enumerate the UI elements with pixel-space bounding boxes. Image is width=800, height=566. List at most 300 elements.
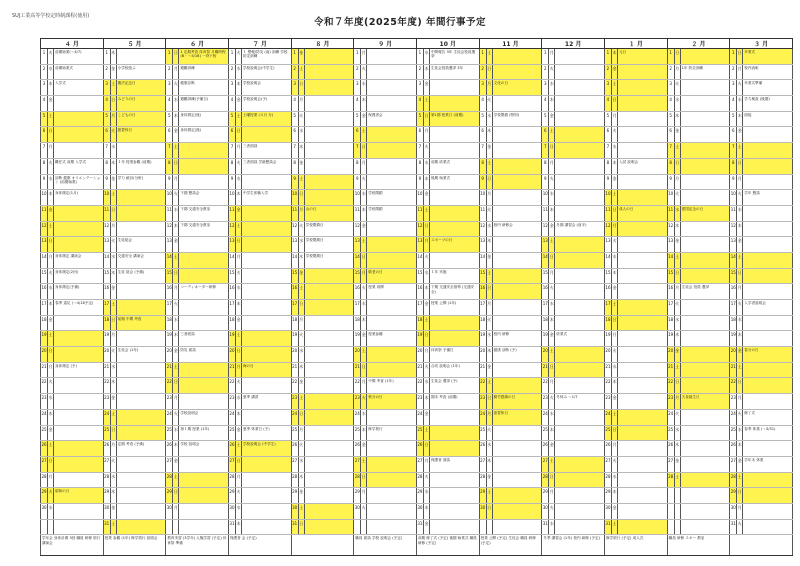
day-number: 15 bbox=[103, 268, 110, 284]
weekday: 月 bbox=[298, 315, 304, 331]
event-cell bbox=[54, 143, 104, 159]
weekday: 木 bbox=[110, 378, 116, 394]
day-number: 15 bbox=[542, 268, 549, 284]
event-cell bbox=[241, 456, 291, 472]
event-cell bbox=[179, 252, 229, 268]
weekday: 月 bbox=[549, 49, 555, 65]
day-number: 17 bbox=[354, 300, 361, 316]
weekday: 水 bbox=[674, 315, 680, 331]
weekday: 火 bbox=[737, 519, 743, 535]
event-cell bbox=[241, 221, 291, 237]
event-cell bbox=[492, 300, 542, 316]
weekday: 木 bbox=[361, 205, 367, 221]
event-cell bbox=[492, 315, 542, 331]
day-number: 25 bbox=[228, 425, 235, 441]
weekday: 木 bbox=[486, 127, 492, 143]
event-cell bbox=[617, 425, 667, 441]
day-number bbox=[667, 519, 674, 535]
event-cell: 生徒会役員選挙 3年 bbox=[429, 64, 479, 80]
day-number: 21 bbox=[667, 362, 674, 378]
event-cell bbox=[241, 268, 291, 284]
event-cell bbox=[680, 425, 730, 441]
day-row bbox=[41, 284, 793, 300]
event-cell bbox=[304, 362, 354, 378]
day-number: 20 bbox=[667, 347, 674, 363]
event-cell: 入試 説明会 bbox=[617, 158, 667, 174]
weekday: 土 bbox=[737, 143, 743, 159]
weekday: 火 bbox=[486, 96, 492, 112]
weekday: 月 bbox=[173, 174, 179, 190]
weekday: 火 bbox=[737, 80, 743, 96]
day-number: 5 bbox=[730, 111, 737, 127]
weekday: 水 bbox=[173, 205, 179, 221]
weekday: 木 bbox=[423, 394, 429, 410]
day-number: 11 bbox=[479, 205, 486, 221]
day-number: 26 bbox=[291, 441, 298, 457]
weekday: 土 bbox=[235, 111, 241, 127]
event-cell bbox=[304, 488, 354, 504]
event-cell bbox=[617, 519, 667, 535]
weekday: 月 bbox=[173, 394, 179, 410]
event-cell bbox=[743, 472, 793, 488]
day-number: 20 bbox=[41, 347, 48, 363]
event-cell: 生徒 総会 (予備) bbox=[116, 268, 166, 284]
day-number: 14 bbox=[604, 252, 611, 268]
day-number: 15 bbox=[291, 268, 298, 284]
day-number: 25 bbox=[667, 425, 674, 441]
weekday: 水 bbox=[173, 96, 179, 112]
event-cell bbox=[367, 472, 417, 488]
event-cell bbox=[680, 503, 730, 519]
day-number: 30 bbox=[479, 503, 486, 519]
event-cell bbox=[492, 268, 542, 284]
weekday: 火 bbox=[486, 425, 492, 441]
event-cell bbox=[241, 237, 291, 253]
event-cell: 振替休日 bbox=[492, 409, 542, 425]
weekday: 月 bbox=[110, 441, 116, 457]
event-cell bbox=[241, 284, 291, 300]
day-number: 2 bbox=[730, 64, 737, 80]
day-number: 28 bbox=[730, 472, 737, 488]
event-cell bbox=[429, 315, 479, 331]
weekday: 木 bbox=[235, 80, 241, 96]
weekday: 木 bbox=[110, 268, 116, 284]
event-cell bbox=[743, 488, 793, 504]
event-cell bbox=[555, 519, 605, 535]
day-number: 4 bbox=[416, 96, 423, 112]
day-row bbox=[41, 378, 793, 394]
weekday: 金 bbox=[737, 127, 743, 143]
event-cell bbox=[555, 315, 605, 331]
day-number: 28 bbox=[354, 472, 361, 488]
weekday: 土 bbox=[423, 315, 429, 331]
day-number: 22 bbox=[291, 378, 298, 394]
event-cell: 診断 健康 オリエンテーション (前期始業) bbox=[54, 174, 104, 190]
event-cell bbox=[116, 472, 166, 488]
event-cell bbox=[241, 205, 291, 221]
month-note bbox=[291, 535, 354, 556]
weekday: 水 bbox=[298, 237, 304, 253]
weekday: 火 bbox=[48, 488, 54, 504]
event-cell: 学力検査 (後期) bbox=[743, 96, 793, 112]
day-row bbox=[41, 252, 793, 268]
weekday: 日 bbox=[110, 315, 116, 331]
day-number: 10 bbox=[291, 190, 298, 206]
weekday: 木 bbox=[361, 315, 367, 331]
event-cell: 健康診断 bbox=[179, 80, 229, 96]
day-number: 8 bbox=[479, 158, 486, 174]
event-cell: 元日 bbox=[617, 49, 667, 65]
event-cell: 1 定期考査 体育祭 月曜時程 (B・〜5/16) 一斉下校 bbox=[179, 49, 229, 65]
month-note: 学年会 身体計測 3回 職員 研修 旅行 講演会 bbox=[41, 535, 104, 556]
event-cell bbox=[116, 519, 166, 535]
day-number: 29 bbox=[291, 488, 298, 504]
weekday: 土 bbox=[674, 252, 680, 268]
event-cell bbox=[179, 456, 229, 472]
day-number: 16 bbox=[542, 284, 549, 300]
weekday: 火 bbox=[235, 158, 241, 174]
weekday: 木 bbox=[361, 96, 367, 112]
weekday: 木 bbox=[110, 49, 116, 65]
day-number: 23 bbox=[416, 394, 423, 410]
day-number: 8 bbox=[416, 158, 423, 174]
weekday: 土 bbox=[48, 331, 54, 347]
weekday: 火 bbox=[235, 49, 241, 65]
day-number: 5 bbox=[416, 111, 423, 127]
day-number: 6 bbox=[354, 127, 361, 143]
day-number: 13 bbox=[103, 237, 110, 253]
day-number: 10 bbox=[479, 190, 486, 206]
weekday: 火 bbox=[423, 252, 429, 268]
day-row bbox=[41, 80, 793, 96]
weekday: 日 bbox=[48, 237, 54, 253]
day-number: 27 bbox=[730, 456, 737, 472]
weekday: 土 bbox=[611, 300, 617, 316]
day-number: 18 bbox=[354, 315, 361, 331]
weekday: 火 bbox=[674, 190, 680, 206]
day-number: 14 bbox=[41, 252, 48, 268]
event-cell bbox=[367, 441, 417, 457]
day-number: 25 bbox=[354, 425, 361, 441]
day-number: 13 bbox=[730, 237, 737, 253]
weekday: 月 bbox=[549, 378, 555, 394]
event-cell bbox=[743, 519, 793, 535]
day-number: 3 bbox=[730, 80, 737, 96]
day-number: 6 bbox=[604, 127, 611, 143]
month-header: ８ 月 bbox=[291, 39, 354, 49]
event-cell bbox=[367, 362, 417, 378]
day-number: 16 bbox=[41, 284, 48, 300]
weekday: 金 bbox=[110, 503, 116, 519]
event-cell bbox=[367, 96, 417, 112]
event-cell bbox=[429, 425, 479, 441]
day-number: 4 bbox=[166, 96, 173, 112]
event-cell bbox=[555, 409, 605, 425]
weekday: 日 bbox=[423, 221, 429, 237]
weekday: 木 bbox=[298, 252, 304, 268]
day-number: 21 bbox=[354, 362, 361, 378]
weekday: 土 bbox=[298, 284, 304, 300]
event-cell bbox=[617, 252, 667, 268]
weekday: 火 bbox=[361, 284, 367, 300]
event-cell bbox=[617, 80, 667, 96]
weekday: 木 bbox=[110, 158, 116, 174]
day-number: 22 bbox=[228, 378, 235, 394]
event-cell bbox=[555, 205, 605, 221]
day-number: 19 bbox=[41, 331, 48, 347]
day-number: 29 bbox=[542, 488, 549, 504]
event-cell: 終業式 bbox=[555, 331, 605, 347]
day-number: 27 bbox=[416, 456, 423, 472]
day-number: 7 bbox=[667, 143, 674, 159]
day-number: 11 bbox=[354, 205, 361, 221]
day-number: 6 bbox=[730, 127, 737, 143]
day-number: 2 bbox=[354, 64, 361, 80]
event-cell bbox=[555, 143, 605, 159]
event-cell bbox=[304, 519, 354, 535]
event-cell bbox=[304, 96, 354, 112]
event-cell: 生徒会 役員 選挙 bbox=[680, 284, 730, 300]
event-cell bbox=[54, 111, 104, 127]
day-number: 24 bbox=[103, 409, 110, 425]
day-number: 13 bbox=[667, 237, 674, 253]
day-number: 21 bbox=[228, 362, 235, 378]
day-number: 16 bbox=[291, 284, 298, 300]
day-number: 18 bbox=[103, 315, 110, 331]
event-cell bbox=[241, 252, 291, 268]
day-number: 13 bbox=[291, 237, 298, 253]
day-number: 4 bbox=[103, 96, 110, 112]
weekday: 火 bbox=[235, 488, 241, 504]
day-number: 16 bbox=[166, 284, 173, 300]
day-number: 21 bbox=[291, 362, 298, 378]
event-cell bbox=[367, 488, 417, 504]
day-number: 26 bbox=[604, 441, 611, 457]
event-cell bbox=[116, 425, 166, 441]
weekday: 日 bbox=[48, 347, 54, 363]
event-cell bbox=[492, 158, 542, 174]
weekday: 木 bbox=[173, 111, 179, 127]
day-number: 23 bbox=[604, 394, 611, 410]
weekday: 水 bbox=[611, 472, 617, 488]
day-number bbox=[479, 519, 486, 535]
day-number: 4 bbox=[730, 96, 737, 112]
day-number: 17 bbox=[103, 300, 110, 316]
event-cell bbox=[367, 174, 417, 190]
day-number: 21 bbox=[479, 362, 486, 378]
event-cell bbox=[680, 49, 730, 65]
event-cell bbox=[555, 300, 605, 316]
weekday: 月 bbox=[361, 49, 367, 65]
day-number: 19 bbox=[479, 331, 486, 347]
day-number: 16 bbox=[228, 284, 235, 300]
day-number: 18 bbox=[479, 315, 486, 331]
day-number: 10 bbox=[41, 190, 48, 206]
weekday: 木 bbox=[235, 519, 241, 535]
weekday: 火 bbox=[611, 347, 617, 363]
event-cell: スポーツの日 bbox=[429, 237, 479, 253]
day-number: 22 bbox=[730, 378, 737, 394]
weekday: 月 bbox=[235, 472, 241, 488]
day-number: 10 bbox=[103, 190, 110, 206]
weekday: 火 bbox=[298, 221, 304, 237]
day-row bbox=[41, 190, 793, 206]
event-cell bbox=[617, 111, 667, 127]
event-cell: 冬休み 〜1/7 bbox=[555, 394, 605, 410]
day-number: 13 bbox=[604, 237, 611, 253]
day-number: 8 bbox=[166, 158, 173, 174]
annual-calendar-table bbox=[40, 38, 793, 556]
event-cell bbox=[680, 441, 730, 457]
day-number: 24 bbox=[667, 409, 674, 425]
event-cell bbox=[429, 331, 479, 347]
event-cell bbox=[680, 268, 730, 284]
event-cell: 学校説明会(中学生) bbox=[241, 64, 291, 80]
day-number: 5 bbox=[166, 111, 173, 127]
event-cell bbox=[743, 315, 793, 331]
event-cell bbox=[116, 362, 166, 378]
day-number: 15 bbox=[604, 268, 611, 284]
event-cell bbox=[241, 503, 291, 519]
event-cell bbox=[492, 64, 542, 80]
weekday: 水 bbox=[235, 394, 241, 410]
weekday: 日 bbox=[423, 441, 429, 457]
weekday: 月 bbox=[110, 221, 116, 237]
day-number: 4 bbox=[479, 96, 486, 112]
day-number: 2 bbox=[103, 64, 110, 80]
day-number: 24 bbox=[354, 409, 361, 425]
day-number: 13 bbox=[166, 237, 173, 253]
day-number: 4 bbox=[291, 96, 298, 112]
day-number: 26 bbox=[166, 441, 173, 457]
event-cell bbox=[680, 221, 730, 237]
weekday: 火 bbox=[173, 80, 179, 96]
weekday: 日 bbox=[235, 127, 241, 143]
day-number: 13 bbox=[479, 237, 486, 253]
day-number: 18 bbox=[291, 315, 298, 331]
event-cell: 学校説明会 bbox=[241, 80, 291, 96]
day-number: 22 bbox=[479, 378, 486, 394]
event-cell bbox=[743, 362, 793, 378]
weekday: 土 bbox=[737, 252, 743, 268]
event-cell: 学校説明会 bbox=[179, 409, 229, 425]
event-cell bbox=[241, 378, 291, 394]
day-number: 4 bbox=[228, 96, 235, 112]
event-cell: 学校閉鎖 (特別) bbox=[492, 111, 542, 127]
weekday: 日 bbox=[737, 268, 743, 284]
event-cell: 保護者 面談 bbox=[429, 456, 479, 472]
day-number: 8 bbox=[228, 158, 235, 174]
event-cell: 天皇誕生日 bbox=[680, 394, 730, 410]
event-cell: 学校説明会(予) bbox=[241, 96, 291, 112]
day-number bbox=[354, 519, 361, 535]
weekday: 日 bbox=[423, 111, 429, 127]
weekday: 金 bbox=[674, 456, 680, 472]
month-header: ６ 月 bbox=[166, 39, 229, 49]
weekday: 水 bbox=[423, 488, 429, 504]
weekday: 月 bbox=[486, 409, 492, 425]
event-cell bbox=[304, 503, 354, 519]
day-number: 20 bbox=[416, 347, 423, 363]
event-cell bbox=[367, 80, 417, 96]
event-cell bbox=[54, 96, 104, 112]
weekday: 金 bbox=[173, 237, 179, 253]
day-number: 3 bbox=[479, 80, 486, 96]
event-cell bbox=[492, 284, 542, 300]
event-cell bbox=[680, 300, 730, 316]
event-cell bbox=[367, 143, 417, 159]
event-cell bbox=[116, 331, 166, 347]
day-row bbox=[41, 347, 793, 363]
weekday: 木 bbox=[549, 205, 555, 221]
day-row bbox=[41, 221, 793, 237]
event-cell: 学校閉鎖 bbox=[367, 205, 417, 221]
event-cell: 中学生体験入学 bbox=[241, 190, 291, 206]
school-label: SUJ工業高等学校定時制課程(使用) bbox=[12, 13, 90, 19]
event-cell bbox=[54, 315, 104, 331]
day-number: 11 bbox=[604, 205, 611, 221]
day-row bbox=[41, 425, 793, 441]
event-cell: 学力 統計(分析) bbox=[116, 174, 166, 190]
day-number: 17 bbox=[479, 300, 486, 316]
weekday: 火 bbox=[674, 80, 680, 96]
day-number: 9 bbox=[667, 174, 674, 190]
weekday: 土 bbox=[235, 441, 241, 457]
day-number bbox=[667, 503, 674, 519]
event-cell: 第１期 授業 (1年) bbox=[179, 425, 229, 441]
day-number: 29 bbox=[416, 488, 423, 504]
weekday: 土 bbox=[173, 472, 179, 488]
weekday: 木 bbox=[423, 503, 429, 519]
day-number: 28 bbox=[291, 472, 298, 488]
day-number: 9 bbox=[166, 174, 173, 190]
weekday: 木 bbox=[235, 409, 241, 425]
event-cell bbox=[54, 456, 104, 472]
day-number: 28 bbox=[604, 472, 611, 488]
day-number: 21 bbox=[604, 362, 611, 378]
day-number: 23 bbox=[291, 394, 298, 410]
weekday: 月 bbox=[674, 284, 680, 300]
weekday: 土 bbox=[549, 237, 555, 253]
day-number: 3 bbox=[667, 80, 674, 96]
weekday: 水 bbox=[611, 252, 617, 268]
weekday: 木 bbox=[48, 300, 54, 316]
weekday: 火 bbox=[110, 347, 116, 363]
event-cell: 冬期 講習会 (前半) bbox=[555, 221, 605, 237]
weekday: 金 bbox=[423, 300, 429, 316]
day-number: 12 bbox=[479, 221, 486, 237]
weekday: 月 bbox=[235, 252, 241, 268]
day-number: 5 bbox=[291, 111, 298, 127]
weekday: 日 bbox=[361, 362, 367, 378]
event-cell: 後期 始業式 bbox=[429, 174, 479, 190]
weekday: 水 bbox=[549, 80, 555, 96]
event-cell bbox=[367, 300, 417, 316]
weekday: 月 bbox=[235, 362, 241, 378]
event-cell bbox=[617, 394, 667, 410]
event-cell bbox=[116, 300, 166, 316]
event-cell bbox=[492, 252, 542, 268]
day-number: 6 bbox=[41, 127, 48, 143]
weekday: 水 bbox=[611, 362, 617, 378]
weekday: 水 bbox=[361, 190, 367, 206]
weekday: 月 bbox=[737, 284, 743, 300]
weekday: 月 bbox=[361, 488, 367, 504]
event-cell bbox=[680, 96, 730, 112]
weekday: 金 bbox=[486, 362, 492, 378]
event-cell bbox=[617, 378, 667, 394]
event-cell bbox=[680, 456, 730, 472]
